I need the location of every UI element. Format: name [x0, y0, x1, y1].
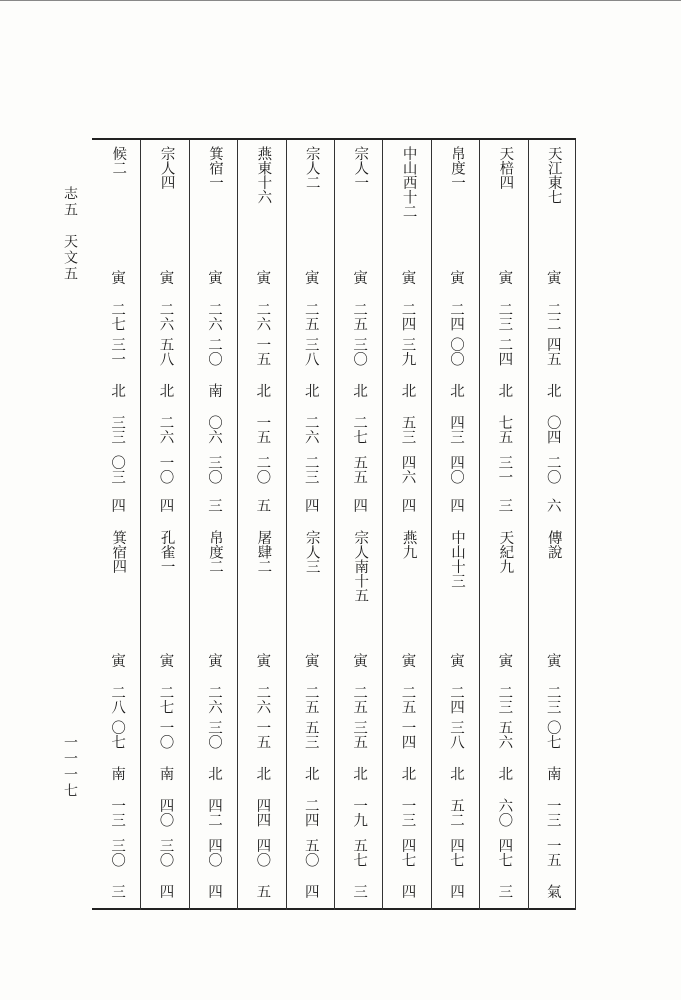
cell-hemisphere: 北: [254, 383, 271, 398]
cell-minute: 三〇: [205, 720, 222, 749]
cell-minute: 三八: [447, 720, 464, 749]
cell-hemisphere: 北: [399, 766, 416, 781]
cell-lat-minute: 四六: [399, 455, 416, 484]
cell-palace: 寅: [109, 270, 126, 285]
cell-lat-minute: 一五: [544, 838, 561, 867]
star-name: 帛度二: [207, 530, 223, 574]
cell-lat-degree: 〇六: [205, 415, 222, 444]
cell-lat-degree: 四〇: [157, 798, 174, 827]
cell-minute: 二〇: [205, 337, 222, 366]
cell-hemisphere: 北: [399, 383, 416, 398]
cell-lat-minute: 四七: [399, 838, 416, 867]
cell-lat-minute: 一〇: [157, 455, 174, 484]
cell-lat-degree: 二四: [302, 798, 319, 827]
cell-lat-degree: 三三: [109, 415, 126, 444]
cell-hemisphere: 北: [302, 383, 319, 398]
cell-magnitude: 三: [109, 884, 126, 899]
star-name: 宗人南十五: [352, 530, 369, 603]
cell-minute: 一五: [254, 720, 271, 749]
cell-palace: 寅: [447, 270, 464, 285]
cell-hemisphere: 北: [496, 383, 513, 398]
cell-minute: 〇七: [544, 720, 561, 749]
column-divider: [237, 140, 238, 910]
cell-degree: 二五: [302, 302, 319, 331]
cell-hemisphere: 北: [254, 766, 271, 781]
cell-hemisphere: 北: [447, 766, 464, 781]
cell-degree: 二六: [157, 302, 174, 331]
cell-lat-degree: 二六: [302, 415, 319, 444]
cell-magnitude: 四: [399, 498, 416, 513]
column-divider: [528, 140, 529, 910]
cell-minute: 〇七: [109, 720, 126, 749]
cell-lat-degree: 四三: [447, 415, 464, 444]
cell-magnitude: 四: [109, 498, 126, 513]
star-catalog-table: [92, 128, 576, 910]
cell-lat-minute: 三〇: [205, 455, 222, 484]
column-divider: [140, 140, 141, 910]
star-name: 宗人二: [303, 146, 320, 190]
cell-lat-minute: 四七: [496, 838, 513, 867]
cell-lat-minute: 二三: [302, 455, 319, 484]
cell-lat-minute: 四〇: [254, 838, 271, 867]
cell-hemisphere: 南: [205, 383, 222, 398]
cell-minute: 五六: [496, 720, 513, 749]
cell-degree: 二五: [399, 685, 416, 714]
cell-palace: 寅: [205, 270, 222, 285]
cell-palace: 寅: [399, 270, 416, 285]
cell-minute: 一〇: [157, 720, 174, 749]
cell-hemisphere: 南: [544, 766, 561, 781]
cell-lat-degree: 一三: [544, 798, 561, 827]
cell-minute: 三九: [399, 337, 416, 366]
cell-palace: 寅: [351, 270, 368, 285]
cell-palace: 寅: [496, 653, 513, 668]
star-name: 中山十三: [449, 530, 465, 588]
cell-palace: 寅: [544, 653, 561, 668]
cell-minute: 三〇: [351, 337, 368, 366]
cell-lat-degree: 〇四: [544, 415, 561, 444]
cell-magnitude: 氣: [544, 884, 561, 899]
page-number: 一一一七: [62, 735, 78, 799]
cell-lat-minute: 五五: [351, 455, 368, 484]
star-name: 箕宿一: [207, 146, 223, 190]
star-name: 孔雀一: [158, 530, 175, 574]
cell-lat-degree: 一三: [109, 798, 126, 827]
cell-lat-minute: 四〇: [205, 838, 222, 867]
cell-hemisphere: 北: [544, 383, 561, 398]
cell-hemisphere: 北: [351, 766, 368, 781]
cell-lat-minute: 三一: [496, 455, 513, 484]
cell-palace: 寅: [447, 653, 464, 668]
cell-lat-minute: 四〇: [447, 455, 464, 484]
cell-degree: 二五: [302, 685, 319, 714]
cell-magnitude: 三: [496, 498, 513, 513]
cell-degree: 二二: [544, 302, 561, 331]
cell-lat-degree: 四二: [205, 798, 222, 827]
column-divider: [575, 140, 576, 910]
cell-degree: 二六: [254, 302, 271, 331]
cell-degree: 二七: [157, 685, 174, 714]
cell-lat-minute: 五七: [351, 838, 368, 867]
cell-degree: 二三: [544, 685, 561, 714]
cell-hemisphere: 北: [157, 383, 174, 398]
star-name: 燕九: [400, 530, 417, 559]
star-name: 箕宿四: [110, 530, 127, 574]
cell-minute: 二四: [496, 337, 513, 366]
star-name: 天江東七: [545, 146, 562, 204]
cell-magnitude: 四: [447, 498, 464, 513]
column-divider: [479, 140, 480, 910]
cell-hemisphere: 南: [157, 766, 174, 781]
cell-degree: 二四: [447, 685, 464, 714]
cell-hemisphere: 北: [205, 766, 222, 781]
column-divider: [431, 140, 432, 910]
cell-palace: 寅: [157, 270, 174, 285]
cell-degree: 二四: [447, 302, 464, 331]
cell-palace: 寅: [351, 653, 368, 668]
cell-minute: 五三: [302, 720, 319, 749]
cell-magnitude: 三: [351, 884, 368, 899]
cell-degree: 二八: [109, 685, 126, 714]
star-name: 傳說: [545, 530, 562, 559]
column-divider: [286, 140, 287, 910]
star-name: 宗人三: [303, 530, 320, 574]
cell-palace: 寅: [544, 270, 561, 285]
cell-palace: 寅: [496, 270, 513, 285]
cell-lat-degree: 二六: [157, 415, 174, 444]
star-name: 天紀九: [497, 530, 514, 574]
star-name: 宗人四: [158, 146, 175, 190]
cell-degree: 二六: [254, 685, 271, 714]
cell-palace: 寅: [399, 653, 416, 668]
cell-magnitude: 五: [254, 498, 271, 513]
cell-lat-degree: 二七: [351, 415, 368, 444]
cell-magnitude: 四: [157, 498, 174, 513]
cell-magnitude: 四: [399, 884, 416, 899]
cell-minute: 三八: [302, 337, 319, 366]
column-divider: [334, 140, 335, 910]
star-name: 天棓四: [497, 146, 514, 190]
cell-palace: 寅: [302, 653, 319, 668]
cell-palace: 寅: [157, 653, 174, 668]
cell-degree: 二三: [496, 685, 513, 714]
cell-lat-degree: 一五: [254, 415, 271, 444]
cell-lat-minute: 三〇: [157, 838, 174, 867]
column-divider: [382, 140, 383, 910]
running-title: 志五 天文五: [62, 186, 78, 282]
cell-lat-minute: 五〇: [302, 838, 319, 867]
cell-minute: 三五: [351, 720, 368, 749]
cell-degree: 二五: [351, 685, 368, 714]
cell-lat-minute: 二〇: [254, 455, 271, 484]
cell-palace: 寅: [254, 270, 271, 285]
cell-minute: 三一: [109, 337, 126, 366]
star-name: 候二: [110, 146, 127, 175]
cell-hemisphere: 北: [496, 766, 513, 781]
cell-lat-degree: 六〇: [496, 798, 513, 827]
cell-magnitude: 四: [447, 884, 464, 899]
star-name: 宗人一: [352, 146, 369, 190]
cell-minute: 〇〇: [447, 337, 464, 366]
cell-hemisphere: 北: [447, 383, 464, 398]
cell-hemisphere: 南: [109, 766, 126, 781]
top-border: [0, 0, 681, 1]
cell-palace: 寅: [302, 270, 319, 285]
cell-magnitude: 三: [205, 498, 222, 513]
cell-minute: 一四: [399, 720, 416, 749]
cell-degree: 二四: [399, 302, 416, 331]
cell-lat-minute: 〇三: [109, 455, 126, 484]
cell-palace: 寅: [109, 653, 126, 668]
cell-degree: 二七: [109, 302, 126, 331]
cell-hemisphere: 北: [351, 383, 368, 398]
cell-degree: 二六: [205, 302, 222, 331]
cell-lat-degree: 五三: [399, 415, 416, 444]
star-name: 帛度一: [449, 146, 465, 190]
cell-lat-degree: 五二: [447, 798, 464, 827]
cell-hemisphere: 北: [109, 383, 126, 398]
star-name: 中山西十二: [400, 146, 417, 219]
cell-magnitude: 三: [496, 884, 513, 899]
cell-lat-degree: 七五: [496, 415, 513, 444]
cell-lat-minute: 二〇: [544, 455, 561, 484]
cell-lat-degree: 四四: [254, 798, 271, 827]
cell-magnitude: 四: [157, 884, 174, 899]
cell-magnitude: 四: [302, 498, 319, 513]
cell-minute: 四五: [544, 337, 561, 366]
cell-lat-minute: 三〇: [109, 838, 126, 867]
star-name: 燕東十六: [255, 146, 272, 204]
cell-degree: 二五: [351, 302, 368, 331]
cell-palace: 寅: [205, 653, 222, 668]
cell-palace: 寅: [254, 653, 271, 668]
column-divider: [189, 140, 190, 910]
cell-lat-degree: 一九: [351, 798, 368, 827]
cell-magnitude: 四: [351, 498, 368, 513]
cell-minute: 一五: [254, 337, 271, 366]
cell-magnitude: 六: [544, 498, 561, 513]
cell-degree: 二三: [496, 302, 513, 331]
cell-lat-degree: 一三: [399, 798, 416, 827]
cell-magnitude: 四: [302, 884, 319, 899]
cell-magnitude: 四: [205, 884, 222, 899]
cell-minute: 五八: [157, 337, 174, 366]
cell-degree: 二六: [205, 685, 222, 714]
cell-magnitude: 五: [254, 884, 271, 899]
cell-hemisphere: 北: [302, 766, 319, 781]
cell-lat-minute: 四七: [447, 838, 464, 867]
star-name: 屠肆二: [255, 530, 272, 574]
